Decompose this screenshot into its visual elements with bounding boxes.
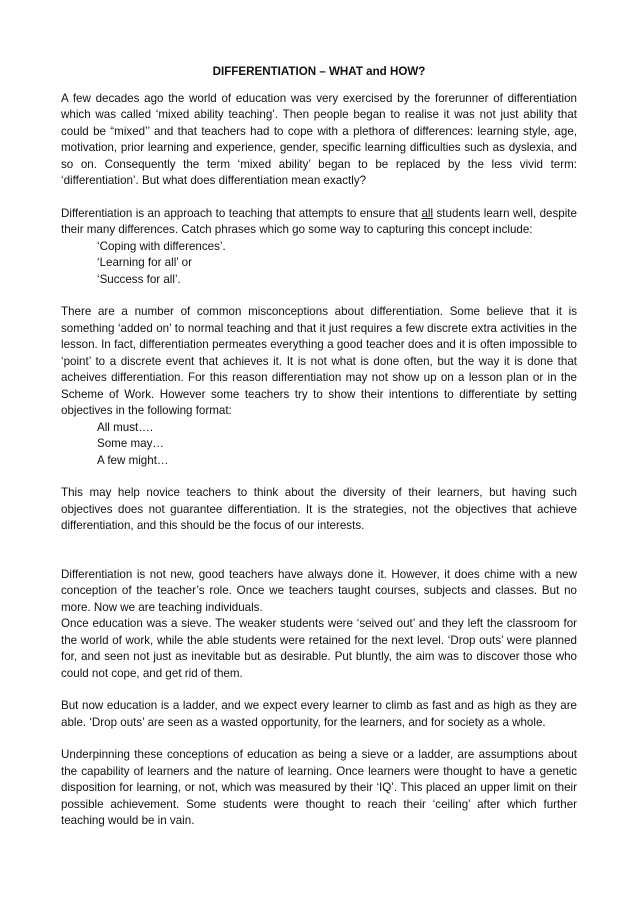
paragraph-misconceptions: There are a number of common misconceptions about differentiation. Some believe that it is something ‘added on’ to normal teaching and that it just requires a few discrete extra activities in the lesson. In fact, differentiation permeates everything a good teacher does and it is often impossible to ‘point’ to a discrete event that achieves it. It is not what is done often, but the way it is done that acheives differentiation. For this reason differentiation may not show up on a lesson plan or in the Scheme of Work. However some teachers try to show their intentions to differentiate by setting objectives in the following format: [61, 305, 577, 417]
spacer [61, 682, 577, 698]
objective-item: A few might… [97, 453, 169, 467]
spacer [61, 469, 577, 485]
objective-list [61, 420, 577, 470]
paragraph-strategies: This may help novice teachers to think about the diversity of their learners, but having such objectives does not guarantee differentiation. It is the strategies, not the objectives that achieve differentiation, and this should be the focus of our interests. [61, 486, 577, 532]
paragraph-sieve: Once education was a sieve. The weaker students were ‘seived out’ and they left the classroom for the world of work, while the able students were retained for the next level. ‘Drop outs’ were planned for, and seen not just as inevitable but as desirable. Put bluntly, the aim was to discover those who could not cope, and get rid of them. [61, 617, 577, 680]
objective-item: All must…. [97, 420, 154, 434]
emphasis-all: all [421, 206, 434, 220]
paragraph-definition-start: Differentiation is an approach to teaching that attempts to ensure that [61, 206, 422, 220]
document-title: DIFFERENTIATION – WHAT and HOW? [212, 65, 426, 78]
paragraph-not-new: Differentiation is not new, good teachers have always done it. However, it does chime with a new conception of the teacher’s role. Once we teachers taught courses, subjects and classes. But no more. Now we are teaching individuals. [61, 567, 577, 614]
catch-phrase: ‘Learning for all’ or [97, 256, 192, 269]
paragraph-ladder: But now education is a ladder, and we expect every learner to climb as fast and as high as they are able. ‘Drop outs’ are seen as a wasted opportunity, for the learners, and for society as a whole. [61, 699, 577, 729]
paragraph-intro: A few decades ago the world of education was very exercised by the forerunner of differentiation which was called ‘mixed ability teaching’. Then people began to realise it was not just ability that could be “mixed’’ and that teachers had to cope with a plethora of differences: learning style, age, motivation, prior learning and experience, gender, specific learning difficulties such as dyslexia, and so on. Consequently the term ‘mixed ability’ began to be replaced by the less vivid term: ‘differentiation’. But what does differentiation mean exactly? [61, 91, 577, 187]
spacer [61, 535, 577, 567]
spacer [61, 288, 577, 304]
paragraph-definition-end: students learn well, despite their many differences. Catch phrases which go some way to capturing this concept include: [61, 206, 577, 236]
spacer [61, 190, 577, 206]
catch-phrase: ‘Coping with differences’. [97, 239, 226, 253]
paragraph-underpinning: Underpinning these conceptions of education as being a sieve or a ladder, are assumptions about the capability of learners and the nature of learning. Once learners were thought to have a genetic disposition for learning, or not, which was measured by their ‘IQ’. This placed an upper limit on their possible achievement. Some students were thought to reach their ‘ceiling’ after which further teaching would be in vain. [61, 748, 577, 827]
spacer [61, 731, 577, 747]
objective-item: Some may… [97, 437, 165, 450]
catch-phrase: ‘Success for all’. [97, 272, 181, 286]
catch-phrase-list [61, 239, 577, 289]
paragraph-definition [61, 206, 577, 239]
